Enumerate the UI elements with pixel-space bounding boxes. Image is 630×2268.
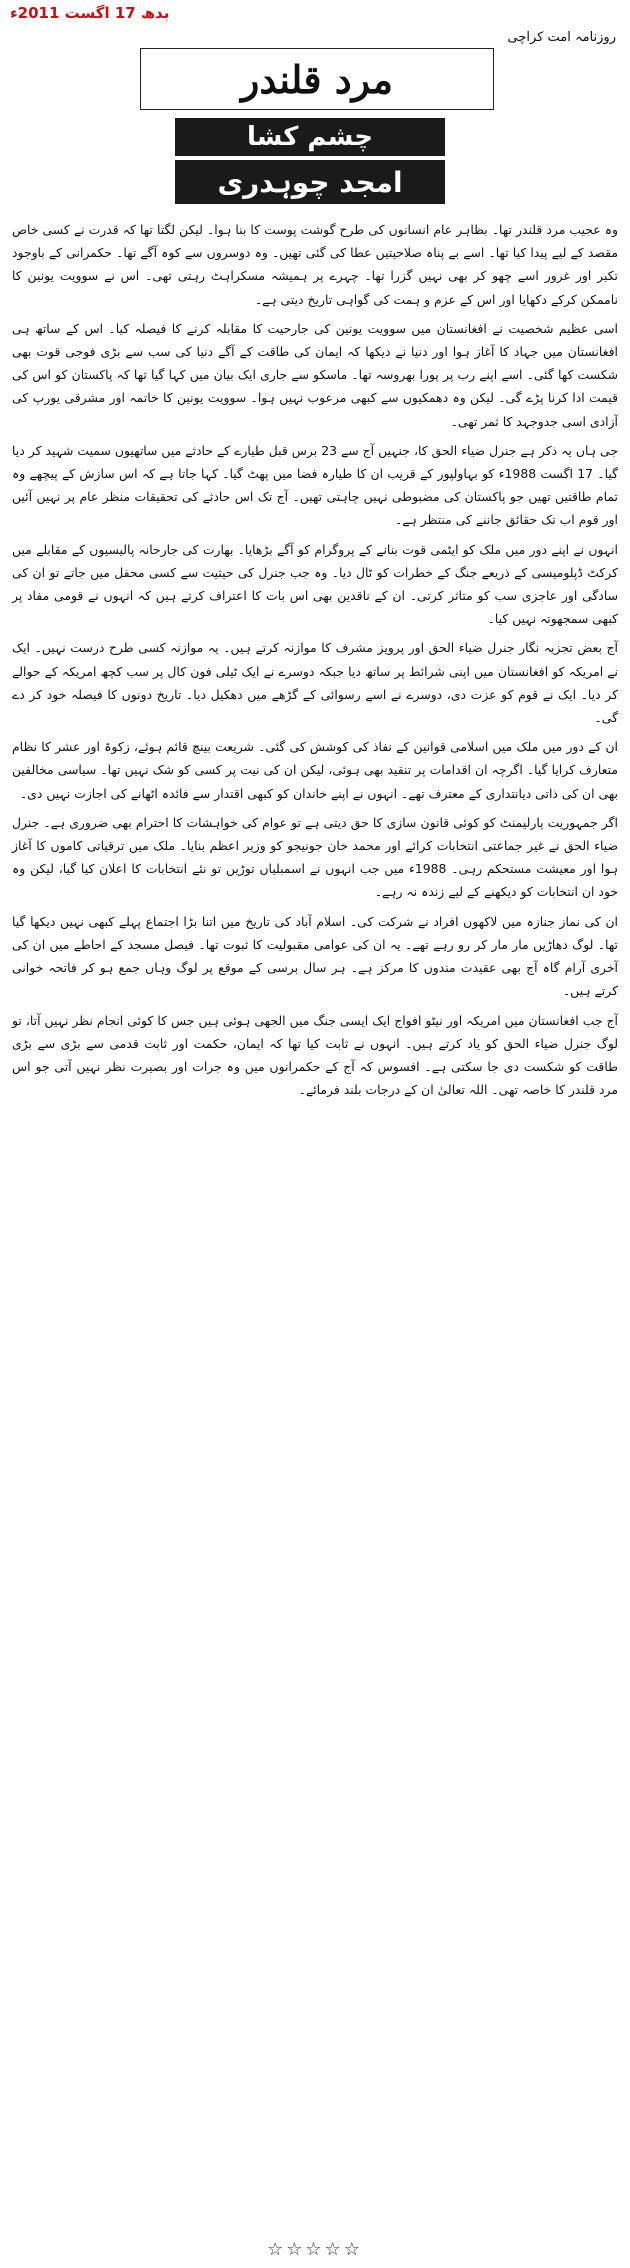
newspaper-name: روزنامہ امت کراچی (507, 30, 616, 45)
author-name: امجد چوہدری (175, 160, 445, 204)
paragraph: ان کی نماز جنازہ میں لاکھوں افراد نے شرکت کی۔ اسلام آباد کی تاریخ میں اتنا بڑا اجتماع پہلے کبھی نہیں دیکھا گیا تھا۔ لوگ دھاڑیں مار مار کر رو رہے تھے۔ یہ ان کی عوامی مقبولیت کا ثبوت تھا۔ فیصل مسجد کے احاطے میں ان کی آخری آرام گاہ آج بھی عقیدت مندوں کا مرکز ہے۔ ہر سال برسی کے موقع پر لوگ وہاں جمع ہو کر فاتحہ خوانی کرتے ہیں۔ (12, 913, 618, 999)
publication-date: بدھ 17 اگست 2011ء (10, 4, 170, 22)
series-title: چشم کشا (175, 118, 445, 156)
paragraph: وہ عجیب مرد قلندر تھا۔ بظاہر عام انسانوں کی طرح گوشت پوست کا بنا ہوا۔ لیکن لگتا تھا کہ قدرت نے کسی خاص مقصد کے لیے پیدا کیا تھا۔ اسے بے پناہ صلاحیتیں عطا کی گئی تھیں۔ وہ دوسروں سے کوہ آگے تھا۔ حکمرانی کے باوجود تکبر اور غرور اسے چھو کر بھی نہیں گزرا تھا۔ چہرے پر ہمیشہ مسکراہٹ رہتی تھی۔ اس نے سوویت یونین کا ناممکن کرکے دکھایا اور اس کے عزم و ہمت کی گواہی تاریخ دیتی ہے۔ (12, 222, 618, 307)
top-bar (0, 4, 630, 26)
paragraph: ان کے دور میں ملک میں اسلامی قوانین کے نفاذ کی کوشش کی گئی۔ شریعت بینچ قائم ہوئے، زکوۃ اور عشر کا نظام متعارف کرایا گیا۔ اگرچہ ان اقدامات پر تنقید بھی ہوئی، لیکن ان کی نیت پر کسی کو شک نہیں تھا۔ سیاسی مخالفین بھی ان کی ذاتی دیانتداری کے معترف تھے۔ انہوں نے اپنے خاندان کو کبھی اقتدار سے فائدہ اٹھانے کی اجازت نہیں دی۔ (12, 739, 618, 801)
article-body (12, 218, 618, 1107)
paragraph: جی ہاں یہ ذکر ہے جنرل ضیاء الحق کا، جنہیں آج سے 23 برس قبل طیارے کے حادثے میں ساتھیوں سمیت شہید کر دیا گیا۔ 17 اگست 1988ء کو بہاولپور کے قریب ان کا طیارہ فضا میں پھٹ گیا۔ کہا جاتا ہے کہ اس سازش کے پیچھے وہ تمام طاقتیں تھیں جو پاکستان کی مضبوطی نہیں چاہتی تھیں۔ آج تک اس حادثے کی تحقیقات منظر عام پر نہیں آئیں اور قوم اب تک حقائق جاننے کی منتظر ہے۔ (12, 442, 618, 528)
paragraph: آج جب افغانستان میں امریکہ اور نیٹو افواج ایک ایسی جنگ میں الجھی ہوئی ہیں جس کا کوئی انجام نظر نہیں آتا، تو لوگ جنرل ضیاء الحق کو یاد کرتے ہیں۔ انہوں نے ثابت کیا تھا کہ ایمان، حکمت اور ثابت قدمی سے بڑی سے بڑی طاقت کو شکست دی جا سکتی ہے۔ افسوس کہ آج کے حکمرانوں میں وہ جرات اور بصیرت نظر نہیں آتی جو اس مرد قلندر کا خاصہ تھی۔ اللہ تعالیٰ ان کے درجات بلند فرمائے۔ (12, 1012, 618, 1098)
paragraph: انہوں نے اپنے دور میں ملک کو ایٹمی قوت بنانے کے پروگرام کو آگے بڑھایا۔ بھارت کی جارحانہ پالیسیوں کے مقابلے میں کرکٹ ڈپلومیسی کے ذریعے جنگ کے خطرات کو ٹال دیا۔ وہ جب جنرل کی حیثیت سے کسی محفل میں جاتے تو ان کی سادگی اور عاجزی سب کو متاثر کرتی۔ ان کے ناقدین بھی اس بات کا اعتراف کرتے ہیں کہ انہوں نے قومی مفاد پر کبھی سمجھوتہ نہیں کیا۔ (12, 541, 618, 627)
paragraph: آج بعض تجزیہ نگار جنرل ضیاء الحق اور پرویز مشرف کا موازنہ کرتے ہیں۔ یہ موازنہ کسی طرح درست نہیں۔ ایک نے امریکہ کو افغانستان میں اپنی شرائط پر ساتھ دیا جبکہ دوسرے نے ایک ٹیلی فون کال پر سب کچھ امریکہ کے حوالے کر دیا۔ ایک نے قوم کو عزت دی، دوسرے نے اسے رسوائی کے گڑھے میں دھکیل دیا۔ تاریخ دونوں کا فیصلہ خود کر دے گی۔ (12, 640, 618, 726)
paragraph: اسی عظیم شخصیت نے افغانستان میں سوویت یونین کی جارحیت کا مقابلہ کرنے کا فیصلہ کیا۔ اس کے ساتھ ہی افغانستان میں جہاد کا آغاز ہوا اور دنیا نے دیکھا کہ ایمان کی طاقت کے آگے دنیا کی سب سے بڑی فوجی قوت بھی شکست کھا گئی۔ اسے اپنے رب پر پورا بھروسہ تھا۔ ماسکو سے جاری ایک بیان میں کہا گیا تھا کہ پاکستان کو اس کی قیمت ادا کرنا پڑے گی۔ لیکن وہ دھمکیوں سے کبھی مرعوب نہیں ہوا۔ سوویت یونین کا خاتمہ اور مشرقی یورپ کی آزادی اسی جدوجہد کا ثمر تھی۔ (12, 320, 618, 429)
paragraph: اگر جمہوریت پارلیمنٹ کو کوئی قانون سازی کا حق دیتی ہے تو عوام کی خواہشات کا احترام بھی ضروری ہے۔ جنرل ضیاء الحق نے غیر جماعتی انتخابات کرائے اور محمد خان جونیجو کو وزیر اعظم بنایا۔ ملک میں ترقیاتی کاموں کا آغاز ہوا اور معیشت مستحکم رہی۔ 1988ء میں جب انہوں نے اسمبلیاں توڑیں تو نئے انتخابات کا اعلان کیا گیا، لیکن وہ خود ان انتخابات کو دیکھنے کے لیے زندہ نہ رہے۔ (12, 814, 618, 900)
end-stars: ☆☆☆☆☆ (267, 2239, 363, 2260)
column-heading: مرد قلندر (140, 48, 494, 110)
